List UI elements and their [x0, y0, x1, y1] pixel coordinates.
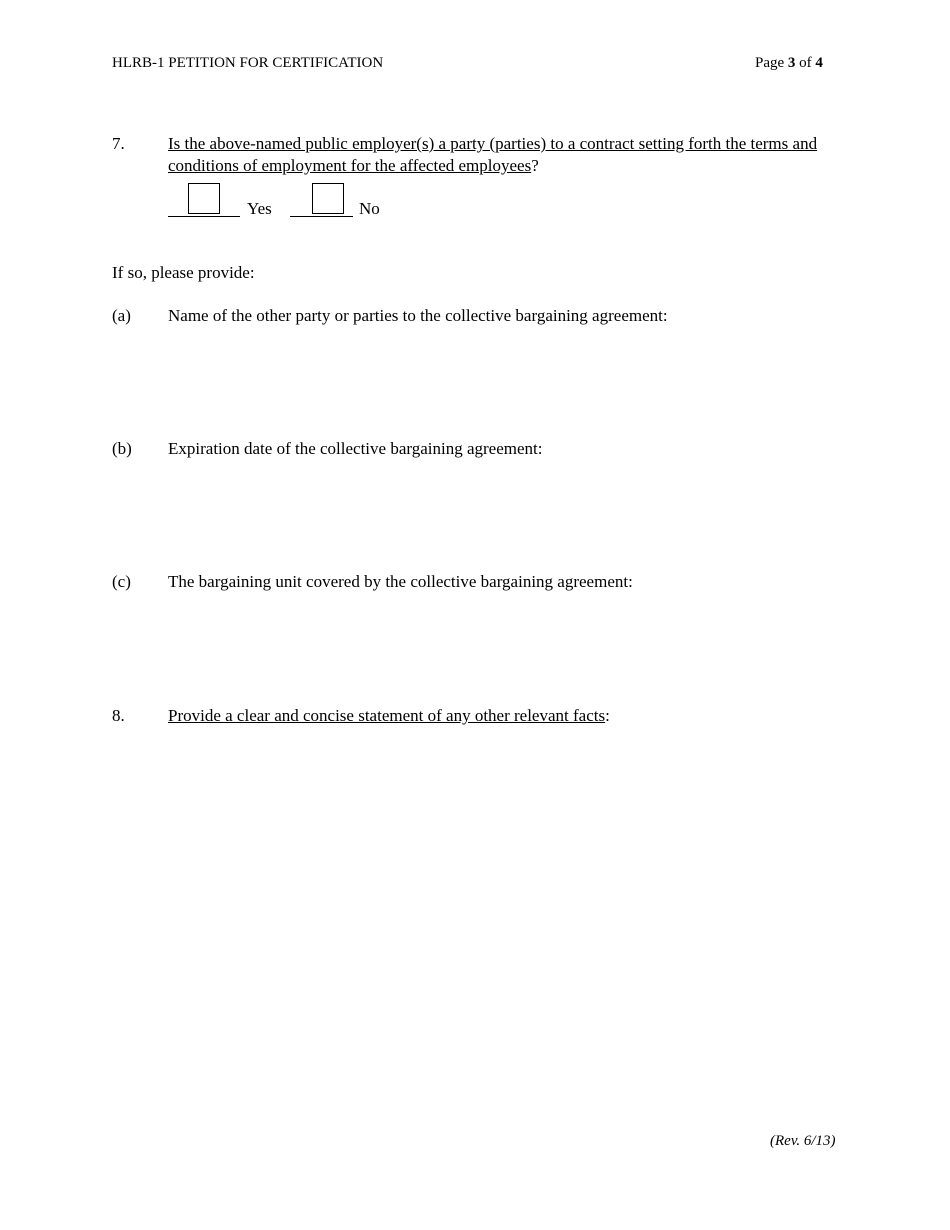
question-8-prompt: Provide a clear and concise statement of any other relevant facts: [168, 706, 606, 725]
page-of: of: [795, 55, 816, 71]
question-8-text: [168, 705, 610, 727]
question-7-number: 7.: [112, 134, 125, 153]
question-7-text: [168, 133, 818, 177]
page-indicator: [755, 55, 823, 72]
page-current: 3: [787, 55, 796, 71]
question-7-prompt: Is the above-named public employer(s) a party (parties) to a contract setting forth the terms and conditions of employment for the affected employees: [168, 134, 818, 175]
item-b-label: (b): [112, 439, 132, 458]
item-a-text: Name of the other party or parties to the collective bargaining agreement:: [168, 306, 668, 325]
yes-label: Yes: [247, 199, 272, 218]
question-8-punct: :: [605, 706, 610, 725]
if-so-instruction: If so, please provide:: [112, 263, 255, 282]
page-total: 4: [815, 55, 823, 71]
question-7-punct: ?: [531, 156, 539, 175]
form-title: HLRB-1 PETITION FOR CERTIFICATION: [112, 55, 384, 71]
item-c-label: (c): [112, 572, 131, 591]
no-line: [290, 216, 353, 217]
question-8-number: 8.: [112, 706, 125, 725]
revision-note: (Rev. 6/13): [770, 1133, 836, 1149]
no-checkbox[interactable]: [312, 183, 344, 214]
item-b-text: Expiration date of the collective bargaining agreement:: [168, 439, 543, 458]
item-c-text: The bargaining unit covered by the collective bargaining agreement:: [168, 572, 633, 591]
yes-line: [168, 216, 240, 217]
no-label: No: [359, 199, 380, 218]
item-a-label: (a): [112, 306, 131, 325]
page-prefix: Page: [755, 55, 788, 71]
yes-checkbox[interactable]: [188, 183, 220, 214]
